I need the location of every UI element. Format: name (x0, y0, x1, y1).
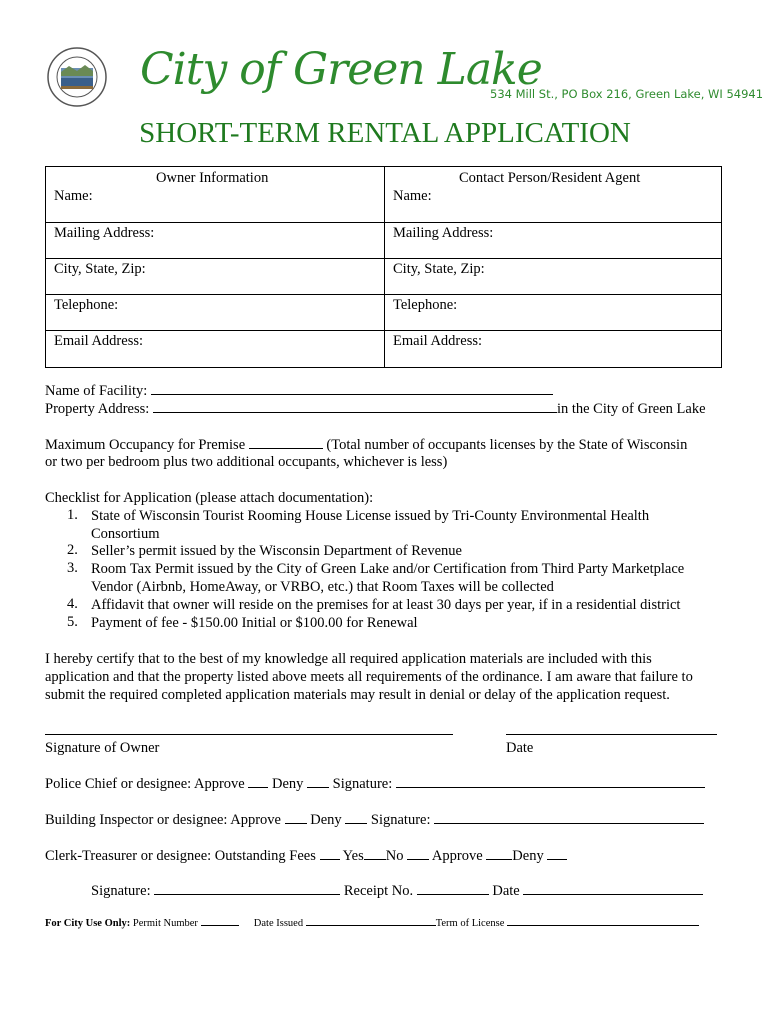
owner-agent-table (45, 166, 722, 368)
clerk-approve-input[interactable] (486, 846, 512, 860)
clerk-signature-row (91, 881, 703, 900)
owner-signature-input[interactable] (45, 734, 453, 735)
building-deny-label: Deny (310, 812, 342, 828)
property-address-label: Property Address: (45, 401, 150, 417)
clerk-date-input[interactable] (523, 881, 703, 895)
owner-name-field[interactable]: Name: (54, 188, 93, 204)
clerk-signature-label: Signature: (91, 883, 151, 899)
clerk-date-label: Date (492, 883, 520, 899)
owner-email-field[interactable]: Email Address: (54, 333, 144, 349)
owner-telephone-field[interactable]: Telephone: (54, 297, 119, 313)
table-divider (384, 167, 385, 367)
checklist-item-5: Payment of fee - $150.00 Initial or $100.00 for Renewal (91, 615, 418, 631)
facility-name-row (45, 381, 553, 400)
checklist-heading: Checklist for Application (please attach documentation): (45, 490, 374, 506)
checklist-num: 2. (67, 542, 78, 558)
building-signature-label: Signature: (370, 812, 431, 828)
city-seal-logo (46, 46, 108, 108)
checklist-item-1-cont: Consortium (91, 526, 160, 542)
certification-text-2: application and that the property listed above meets all requirements of the ordinance. I am aware that failure to (45, 669, 693, 685)
police-approve-label: Police Chief or designee: Approve (45, 776, 245, 792)
permit-number-label: Permit Number (132, 918, 198, 929)
checklist-item-2: Seller’s permit issued by the Wisconsin Department of Revenue (91, 543, 462, 559)
certification-text-1: I hereby certify that to the best of my knowledge all required application materials are included with this (45, 651, 652, 667)
owner-info-heading: Owner Information (156, 170, 269, 186)
facility-name-input[interactable] (151, 381, 553, 395)
term-license-input[interactable] (507, 915, 699, 926)
form-title: SHORT-TERM RENTAL APPLICATION (139, 117, 631, 149)
checklist-num: 4. (67, 596, 78, 612)
owner-date-input[interactable] (506, 734, 717, 735)
city-name-logo: City of Green Lake (140, 44, 542, 95)
agent-city-field[interactable]: City, State, Zip: (393, 261, 485, 277)
table-rule (46, 258, 721, 259)
police-deny-input[interactable] (307, 774, 329, 788)
date-issued-label: Date Issued (253, 918, 304, 929)
clerk-no-label: No (385, 848, 404, 864)
police-approve-input[interactable] (248, 774, 268, 788)
clerk-approve-label: Approve (431, 848, 483, 864)
checklist-num: 3. (67, 560, 78, 576)
occupancy-input[interactable] (249, 435, 323, 449)
certification-text-3: submit the required completed application materials may result in denial or delay of the application request. (45, 687, 670, 703)
checklist-item-3: Room Tax Permit issued by the City of Green Lake and/or Certification from Third Party Marketplace (91, 561, 685, 577)
owner-date-label: Date (506, 740, 534, 756)
table-rule (46, 222, 721, 223)
clerk-no-input[interactable] (407, 846, 429, 860)
building-signature-input[interactable] (434, 810, 704, 824)
city-use-label: For City Use Only: (45, 918, 131, 929)
table-rule (46, 330, 721, 331)
occupancy-note-2: or two per bedroom plus two additional occupants, whichever is less) (45, 454, 448, 470)
police-approval-row (45, 774, 705, 793)
owner-signature-label: Signature of Owner (45, 740, 160, 756)
occupancy-note: (Total number of occupants licenses by the State of Wisconsin (326, 437, 688, 453)
permit-number-input[interactable] (201, 915, 239, 926)
clerk-fees-input[interactable] (320, 846, 340, 860)
building-deny-input[interactable] (345, 810, 367, 824)
owner-mailing-field[interactable]: Mailing Address: (54, 225, 155, 241)
occupancy-row (45, 435, 687, 454)
facility-name-label: Name of Facility: (45, 383, 148, 399)
clerk-fees-label: Clerk-Treasurer or designee: Outstanding Fees (45, 848, 316, 864)
checklist-num: 1. (67, 507, 78, 523)
term-license-label: Term of License (435, 918, 505, 929)
table-rule (46, 294, 721, 295)
police-signature-label: Signature: (332, 776, 393, 792)
building-approve-label: Building Inspector or designee: Approve (45, 812, 281, 828)
agent-info-heading: Contact Person/Resident Agent (459, 170, 641, 186)
date-issued-input[interactable] (306, 915, 436, 926)
agent-mailing-field[interactable]: Mailing Address: (393, 225, 494, 241)
owner-city-field[interactable]: City, State, Zip: (54, 261, 146, 277)
agent-telephone-field[interactable]: Telephone: (393, 297, 458, 313)
clerk-approval-row (45, 846, 567, 865)
receipt-label: Receipt No. (343, 883, 414, 899)
agent-email-field[interactable]: Email Address: (393, 333, 483, 349)
clerk-yes-input[interactable] (364, 846, 386, 860)
police-deny-label: Deny (271, 776, 304, 792)
clerk-signature-input[interactable] (154, 881, 340, 895)
agent-name-field[interactable]: Name: (393, 188, 432, 204)
property-address-input[interactable] (153, 399, 557, 413)
checklist-item-1: State of Wisconsin Tourist Rooming House License issued by Tri-County Environmental Health (91, 508, 650, 524)
occupancy-label: Maximum Occupancy for Premise (45, 437, 246, 453)
city-use-row (45, 915, 699, 933)
property-address-row (45, 399, 706, 418)
clerk-deny-input[interactable] (547, 846, 567, 860)
clerk-yes-label: Yes (342, 848, 364, 864)
checklist-item-3-cont: Vendor (Airbnb, HomeAway, or VRBO, etc.) that Room Taxes will be collected (91, 579, 554, 595)
building-approve-input[interactable] (285, 810, 307, 824)
receipt-input[interactable] (417, 881, 489, 895)
clerk-deny-label: Deny (512, 848, 544, 864)
city-address: 534 Mill St., PO Box 216, Green Lake, WI 54941 (490, 87, 764, 101)
property-address-suffix: in the City of Green Lake (556, 401, 706, 417)
checklist-num: 5. (67, 614, 78, 630)
checklist-item-4: Affidavit that owner will reside on the premises for at least 30 days per year, if in a residential district (91, 597, 681, 613)
police-signature-input[interactable] (396, 774, 705, 788)
building-approval-row (45, 810, 704, 829)
